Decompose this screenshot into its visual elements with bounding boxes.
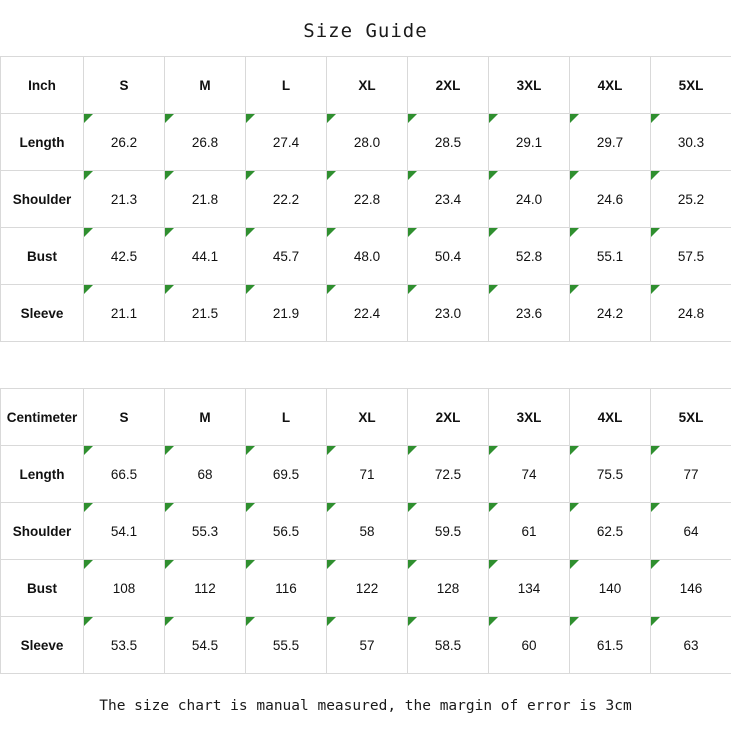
size-header-xl: XL [327, 57, 408, 114]
cell-bust-5xl: 57.5 [651, 228, 731, 285]
cell-bust-5xl: 146 [651, 560, 731, 617]
size-header-5xl: 5XL [651, 389, 731, 446]
unit-label-centimeter: Centimeter [1, 389, 84, 446]
size-header-5xl: 5XL [651, 57, 731, 114]
cell-sleeve-s: 21.1 [84, 285, 165, 342]
unit-label-inch: Inch [1, 57, 84, 114]
page-title: Size Guide [303, 20, 428, 42]
cell-length-xl: 28.0 [327, 114, 408, 171]
table-row [1, 114, 731, 171]
cell-sleeve-xl: 57 [327, 617, 408, 674]
cell-length-s: 66.5 [84, 446, 165, 503]
cell-sleeve-xl: 22.4 [327, 285, 408, 342]
size-header-m: M [165, 389, 246, 446]
cell-shoulder-l: 22.2 [246, 171, 327, 228]
cell-shoulder-5xl: 64 [651, 503, 731, 560]
table-header-row [1, 389, 731, 446]
size-header-m: M [165, 57, 246, 114]
row-label-length: Length [1, 114, 84, 171]
cell-length-5xl: 30.3 [651, 114, 731, 171]
cell-shoulder-s: 21.3 [84, 171, 165, 228]
row-label-bust: Bust [1, 560, 84, 617]
cell-bust-4xl: 140 [570, 560, 651, 617]
row-label-sleeve: Sleeve [1, 285, 84, 342]
cell-sleeve-5xl: 24.8 [651, 285, 731, 342]
table-row [1, 503, 731, 560]
table-row [1, 171, 731, 228]
cell-sleeve-4xl: 24.2 [570, 285, 651, 342]
cell-sleeve-l: 55.5 [246, 617, 327, 674]
size-table-centimeter [0, 388, 731, 674]
size-header-l: L [246, 389, 327, 446]
table-header-row [1, 57, 731, 114]
cell-shoulder-4xl: 62.5 [570, 503, 651, 560]
cell-sleeve-4xl: 61.5 [570, 617, 651, 674]
cell-bust-l: 45.7 [246, 228, 327, 285]
cell-bust-2xl: 50.4 [408, 228, 489, 285]
cell-length-l: 27.4 [246, 114, 327, 171]
size-header-3xl: 3XL [489, 389, 570, 446]
table-row [1, 446, 731, 503]
cell-bust-xl: 48.0 [327, 228, 408, 285]
cell-sleeve-5xl: 63 [651, 617, 731, 674]
row-label-shoulder: Shoulder [1, 503, 84, 560]
cell-bust-3xl: 134 [489, 560, 570, 617]
cell-shoulder-4xl: 24.6 [570, 171, 651, 228]
cell-bust-s: 108 [84, 560, 165, 617]
cell-length-5xl: 77 [651, 446, 731, 503]
cell-shoulder-3xl: 24.0 [489, 171, 570, 228]
size-header-2xl: 2XL [408, 57, 489, 114]
size-header-s: S [84, 389, 165, 446]
cell-sleeve-3xl: 23.6 [489, 285, 570, 342]
size-header-4xl: 4XL [570, 57, 651, 114]
cell-sleeve-3xl: 60 [489, 617, 570, 674]
row-label-sleeve: Sleeve [1, 617, 84, 674]
cell-sleeve-2xl: 58.5 [408, 617, 489, 674]
cell-length-m: 68 [165, 446, 246, 503]
size-header-4xl: 4XL [570, 389, 651, 446]
cell-shoulder-m: 55.3 [165, 503, 246, 560]
cell-shoulder-s: 54.1 [84, 503, 165, 560]
cell-shoulder-2xl: 59.5 [408, 503, 489, 560]
row-label-shoulder: Shoulder [1, 171, 84, 228]
cell-length-l: 69.5 [246, 446, 327, 503]
cell-shoulder-xl: 22.8 [327, 171, 408, 228]
cell-length-2xl: 28.5 [408, 114, 489, 171]
table-row [1, 285, 731, 342]
cell-shoulder-l: 56.5 [246, 503, 327, 560]
cell-shoulder-m: 21.8 [165, 171, 246, 228]
cell-shoulder-3xl: 61 [489, 503, 570, 560]
table-gap [0, 342, 731, 388]
cell-length-s: 26.2 [84, 114, 165, 171]
cell-length-m: 26.8 [165, 114, 246, 171]
cell-bust-xl: 122 [327, 560, 408, 617]
cell-sleeve-m: 54.5 [165, 617, 246, 674]
cell-bust-l: 116 [246, 560, 327, 617]
cell-shoulder-2xl: 23.4 [408, 171, 489, 228]
cell-length-2xl: 72.5 [408, 446, 489, 503]
size-header-s: S [84, 57, 165, 114]
cell-sleeve-l: 21.9 [246, 285, 327, 342]
measurement-note: The size chart is manual measured, the margin of error is 3cm [99, 698, 632, 714]
table-row [1, 228, 731, 285]
cell-sleeve-m: 21.5 [165, 285, 246, 342]
size-header-l: L [246, 57, 327, 114]
row-label-bust: Bust [1, 228, 84, 285]
cell-bust-s: 42.5 [84, 228, 165, 285]
cell-bust-2xl: 128 [408, 560, 489, 617]
row-label-length: Length [1, 446, 84, 503]
cell-bust-3xl: 52.8 [489, 228, 570, 285]
cell-shoulder-xl: 58 [327, 503, 408, 560]
table-row [1, 560, 731, 617]
cell-length-4xl: 75.5 [570, 446, 651, 503]
size-header-3xl: 3XL [489, 57, 570, 114]
cell-length-3xl: 74 [489, 446, 570, 503]
cell-shoulder-5xl: 25.2 [651, 171, 731, 228]
size-table-inch [0, 56, 731, 342]
table-row [1, 617, 731, 674]
size-header-2xl: 2XL [408, 389, 489, 446]
cell-bust-m: 44.1 [165, 228, 246, 285]
cell-sleeve-s: 53.5 [84, 617, 165, 674]
cell-bust-4xl: 55.1 [570, 228, 651, 285]
cell-bust-m: 112 [165, 560, 246, 617]
cell-length-3xl: 29.1 [489, 114, 570, 171]
cell-length-xl: 71 [327, 446, 408, 503]
cell-length-4xl: 29.7 [570, 114, 651, 171]
size-header-xl: XL [327, 389, 408, 446]
cell-sleeve-2xl: 23.0 [408, 285, 489, 342]
